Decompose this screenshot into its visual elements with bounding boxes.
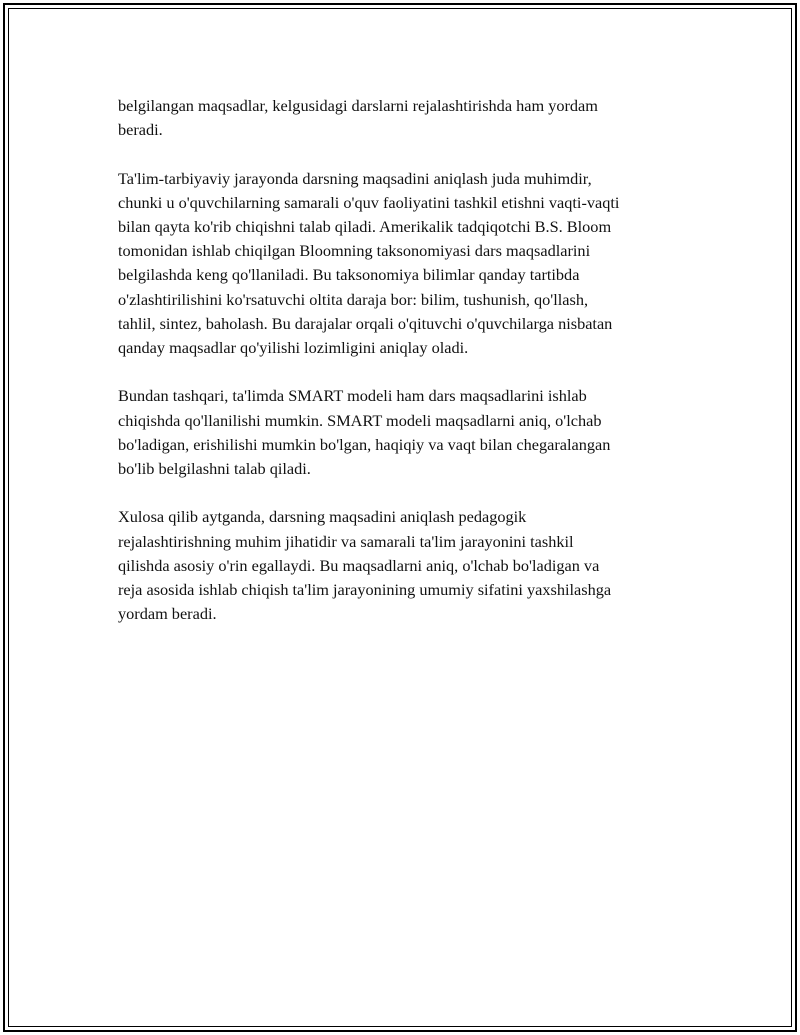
text-line: rejalashtirishning muhim jihatidir va samarali ta'lim jarayonini tashkil	[118, 531, 574, 551]
text-line: o'zlashtirilishini ko'rsatuvchi oltita daraja bor: bilim, tushunish, qo'llash,	[118, 289, 589, 309]
text-line: yordam beradi.	[118, 604, 217, 624]
text-line: Xulosa qilib aytganda, darsning maqsadini aniqlash pedagogik	[118, 507, 527, 527]
paragraph-1	[118, 94, 693, 142]
text-line: reja asosida ishlab chiqish ta'lim jarayonining umumiy sifatini yaxshilashga	[118, 580, 612, 600]
text-line: beradi.	[118, 120, 163, 140]
text-line: belgilangan maqsadlar, kelgusidagi darslarni rejalashtirishda ham yordam	[118, 96, 598, 115]
text-line: tahlil, sintez, baholash. Bu darajalar orqali o'qituvchi o'quvchilarga nisbatan	[118, 313, 613, 333]
text-line: qanday maqsadlar qo'yilishi lozimligini aniqlay oladi.	[118, 338, 469, 358]
text-line: chiqishda qo'llanilishi mumkin. SMART modeli maqsadlarni aniq, o'lchab	[118, 410, 602, 430]
text-line: bilan qayta ko'rib chiqishni talab qiladi. Amerikalik tadqiqotchi B.S. Bloom	[118, 217, 612, 236]
text-line: Bundan tashqari, ta'limda SMART modeli ham dars maqsadlarini ishlab	[118, 386, 587, 406]
paragraph-2	[118, 167, 693, 361]
paragraph-3	[118, 384, 693, 481]
text-line: qilishda asosiy o'rin egallaydi. Bu maqsadlarni aniq, o'lchab bo'ladigan va	[118, 555, 600, 575]
text-line: bo'ladigan, erishilishi mumkin bo'lgan, haqiqiy va vaqt bilan chegaralangan	[118, 434, 611, 454]
document-body	[118, 94, 693, 626]
text-line: belgilashda keng qo'llaniladi. Bu taksonomiya bilimlar qanday tartibda	[118, 265, 580, 285]
text-line: chunki u o'quvchilarning samarali o'quv faoliyatini tashkil etishni vaqti-vaqti	[118, 192, 620, 212]
paragraph-4	[118, 505, 693, 626]
text-line: Ta'lim-tarbiyaviy jarayonda darsning maqsadini aniqlash juda muhimdir,	[118, 168, 592, 188]
text-line: bo'lib belgilashni talab qiladi.	[118, 459, 311, 479]
text-line: tomonidan ishlab chiqilgan Bloomning taksonomiyasi dars maqsadlarini	[118, 241, 591, 261]
